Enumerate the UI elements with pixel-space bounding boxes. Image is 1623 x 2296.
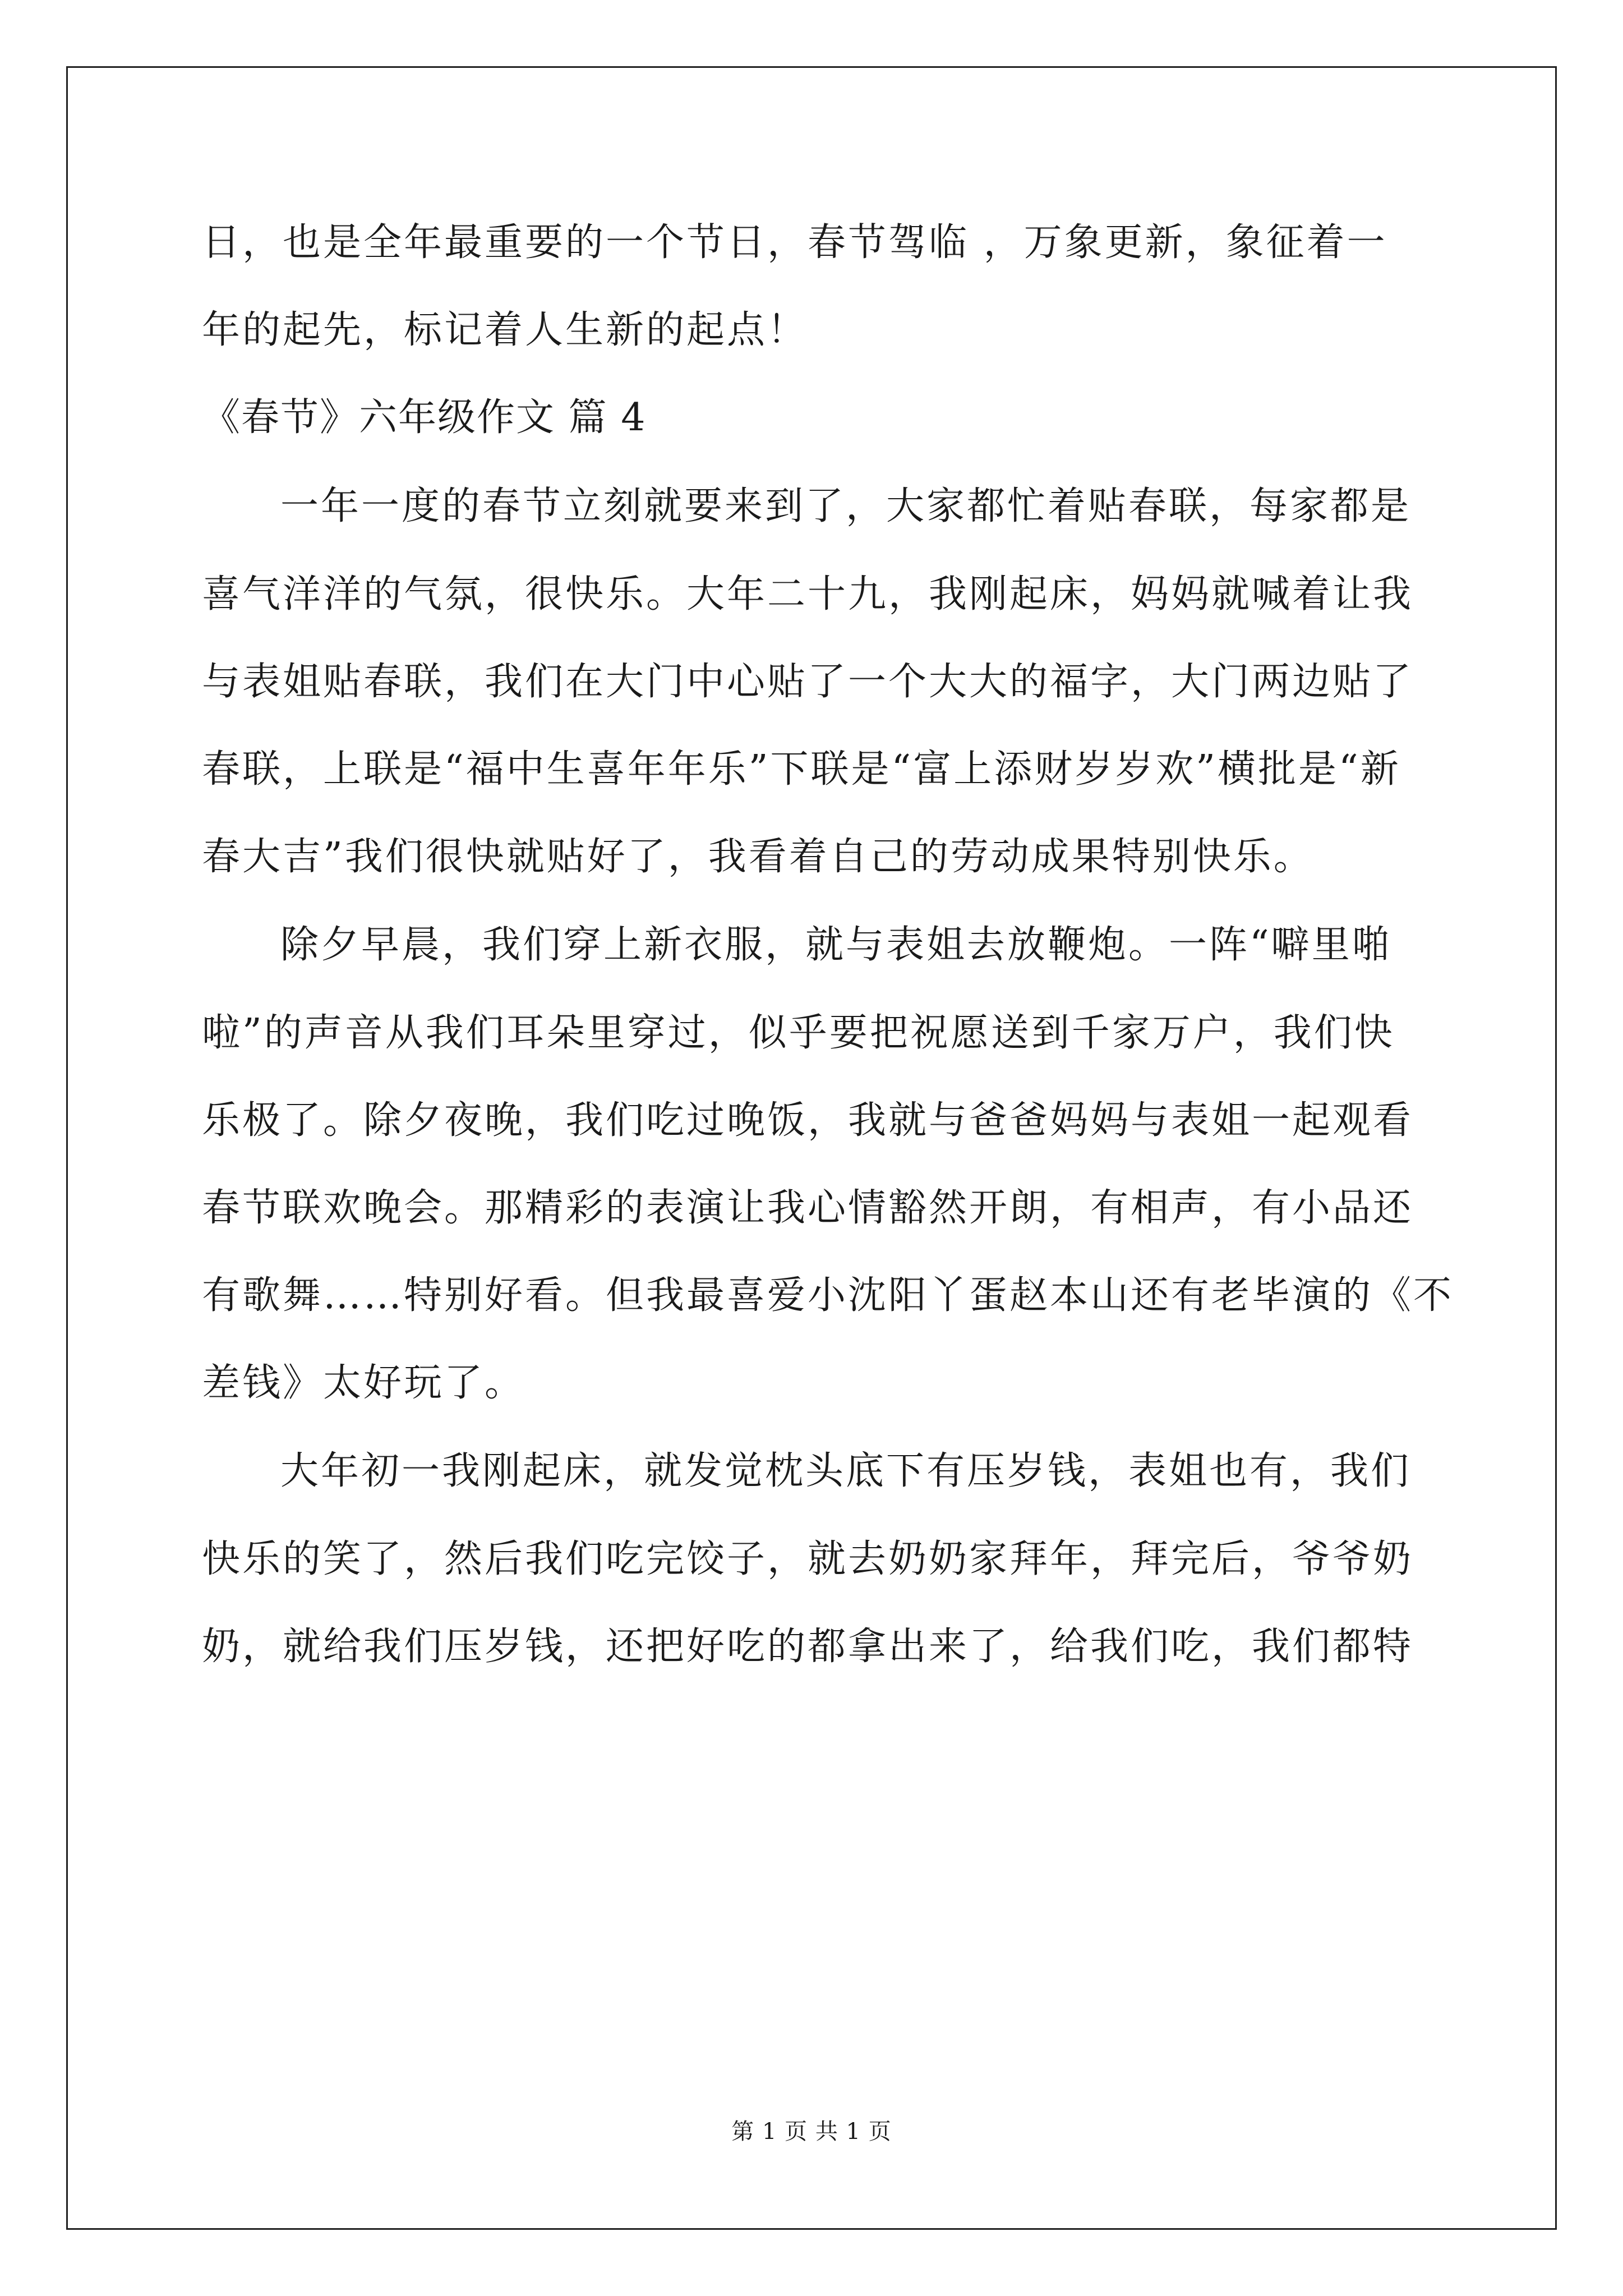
page-number: 第 1 页 共 1 页 xyxy=(731,2119,892,2145)
text-line: 奶，就给我们压岁钱，还把好吃的都拿出来了，给我们吃，我们都特 xyxy=(202,1625,1414,1669)
text-line: 乐极了。除夕夜晚，我们吃过晚饭，我就与爸爸妈妈与表姐一起观看 xyxy=(202,1098,1414,1143)
text-line: 大年初一我刚起床，就发觉枕头底下有压岁钱，表姐也有，我们 xyxy=(280,1449,1412,1493)
text-line: 一年一度的春节立刻就要来到了，大家都忙着贴春联，每家都是 xyxy=(280,484,1412,528)
text-line: 春节联欢晚会。那精彩的表演让我心情豁然开朗，有相声，有小品还 xyxy=(202,1186,1414,1230)
text-line: 喜气洋洋的气氛，很快乐。大年二十九，我刚起床，妈妈就喊着让我 xyxy=(202,572,1414,616)
page-border xyxy=(66,66,1557,2230)
text-line: 除夕早晨，我们穿上新衣服，就与表姐去放鞭炮。一阵“噼里啪 xyxy=(280,923,1393,967)
text-line: 年的起先，标记着人生新的起点！ xyxy=(202,308,808,352)
text-line: 差钱》太好玩了。 xyxy=(202,1361,525,1405)
text-line: 啦”的声音从我们耳朵里穿过，似乎要把祝愿送到千家万户，我们快 xyxy=(202,1011,1395,1055)
text-line: 春大吉”我们很快就贴好了，我看着自己的劳动成果特别快乐。 xyxy=(202,835,1314,879)
text-line: 与表姐贴春联，我们在大门中心贴了一个大大的福字，大门两边贴了 xyxy=(202,660,1414,704)
section-heading: 《春节》六年级作文 篇 4 xyxy=(202,395,647,440)
text-line: 春联，上联是“福中生喜年年乐”下联是“富上添财岁岁欢”横批是“新 xyxy=(202,747,1401,792)
text-line: 日，也是全年最重要的一个节日，春节驾临 ，万象更新，象征着一 xyxy=(202,220,1387,265)
text-line: 快乐的笑了，然后我们吃完饺子，就去奶奶家拜年，拜完后，爷爷奶 xyxy=(202,1537,1414,1581)
text-line: 有歌舞……特别好看。但我最喜爱小沈阳丫蛋赵本山还有老毕演的《不 xyxy=(202,1273,1454,1318)
